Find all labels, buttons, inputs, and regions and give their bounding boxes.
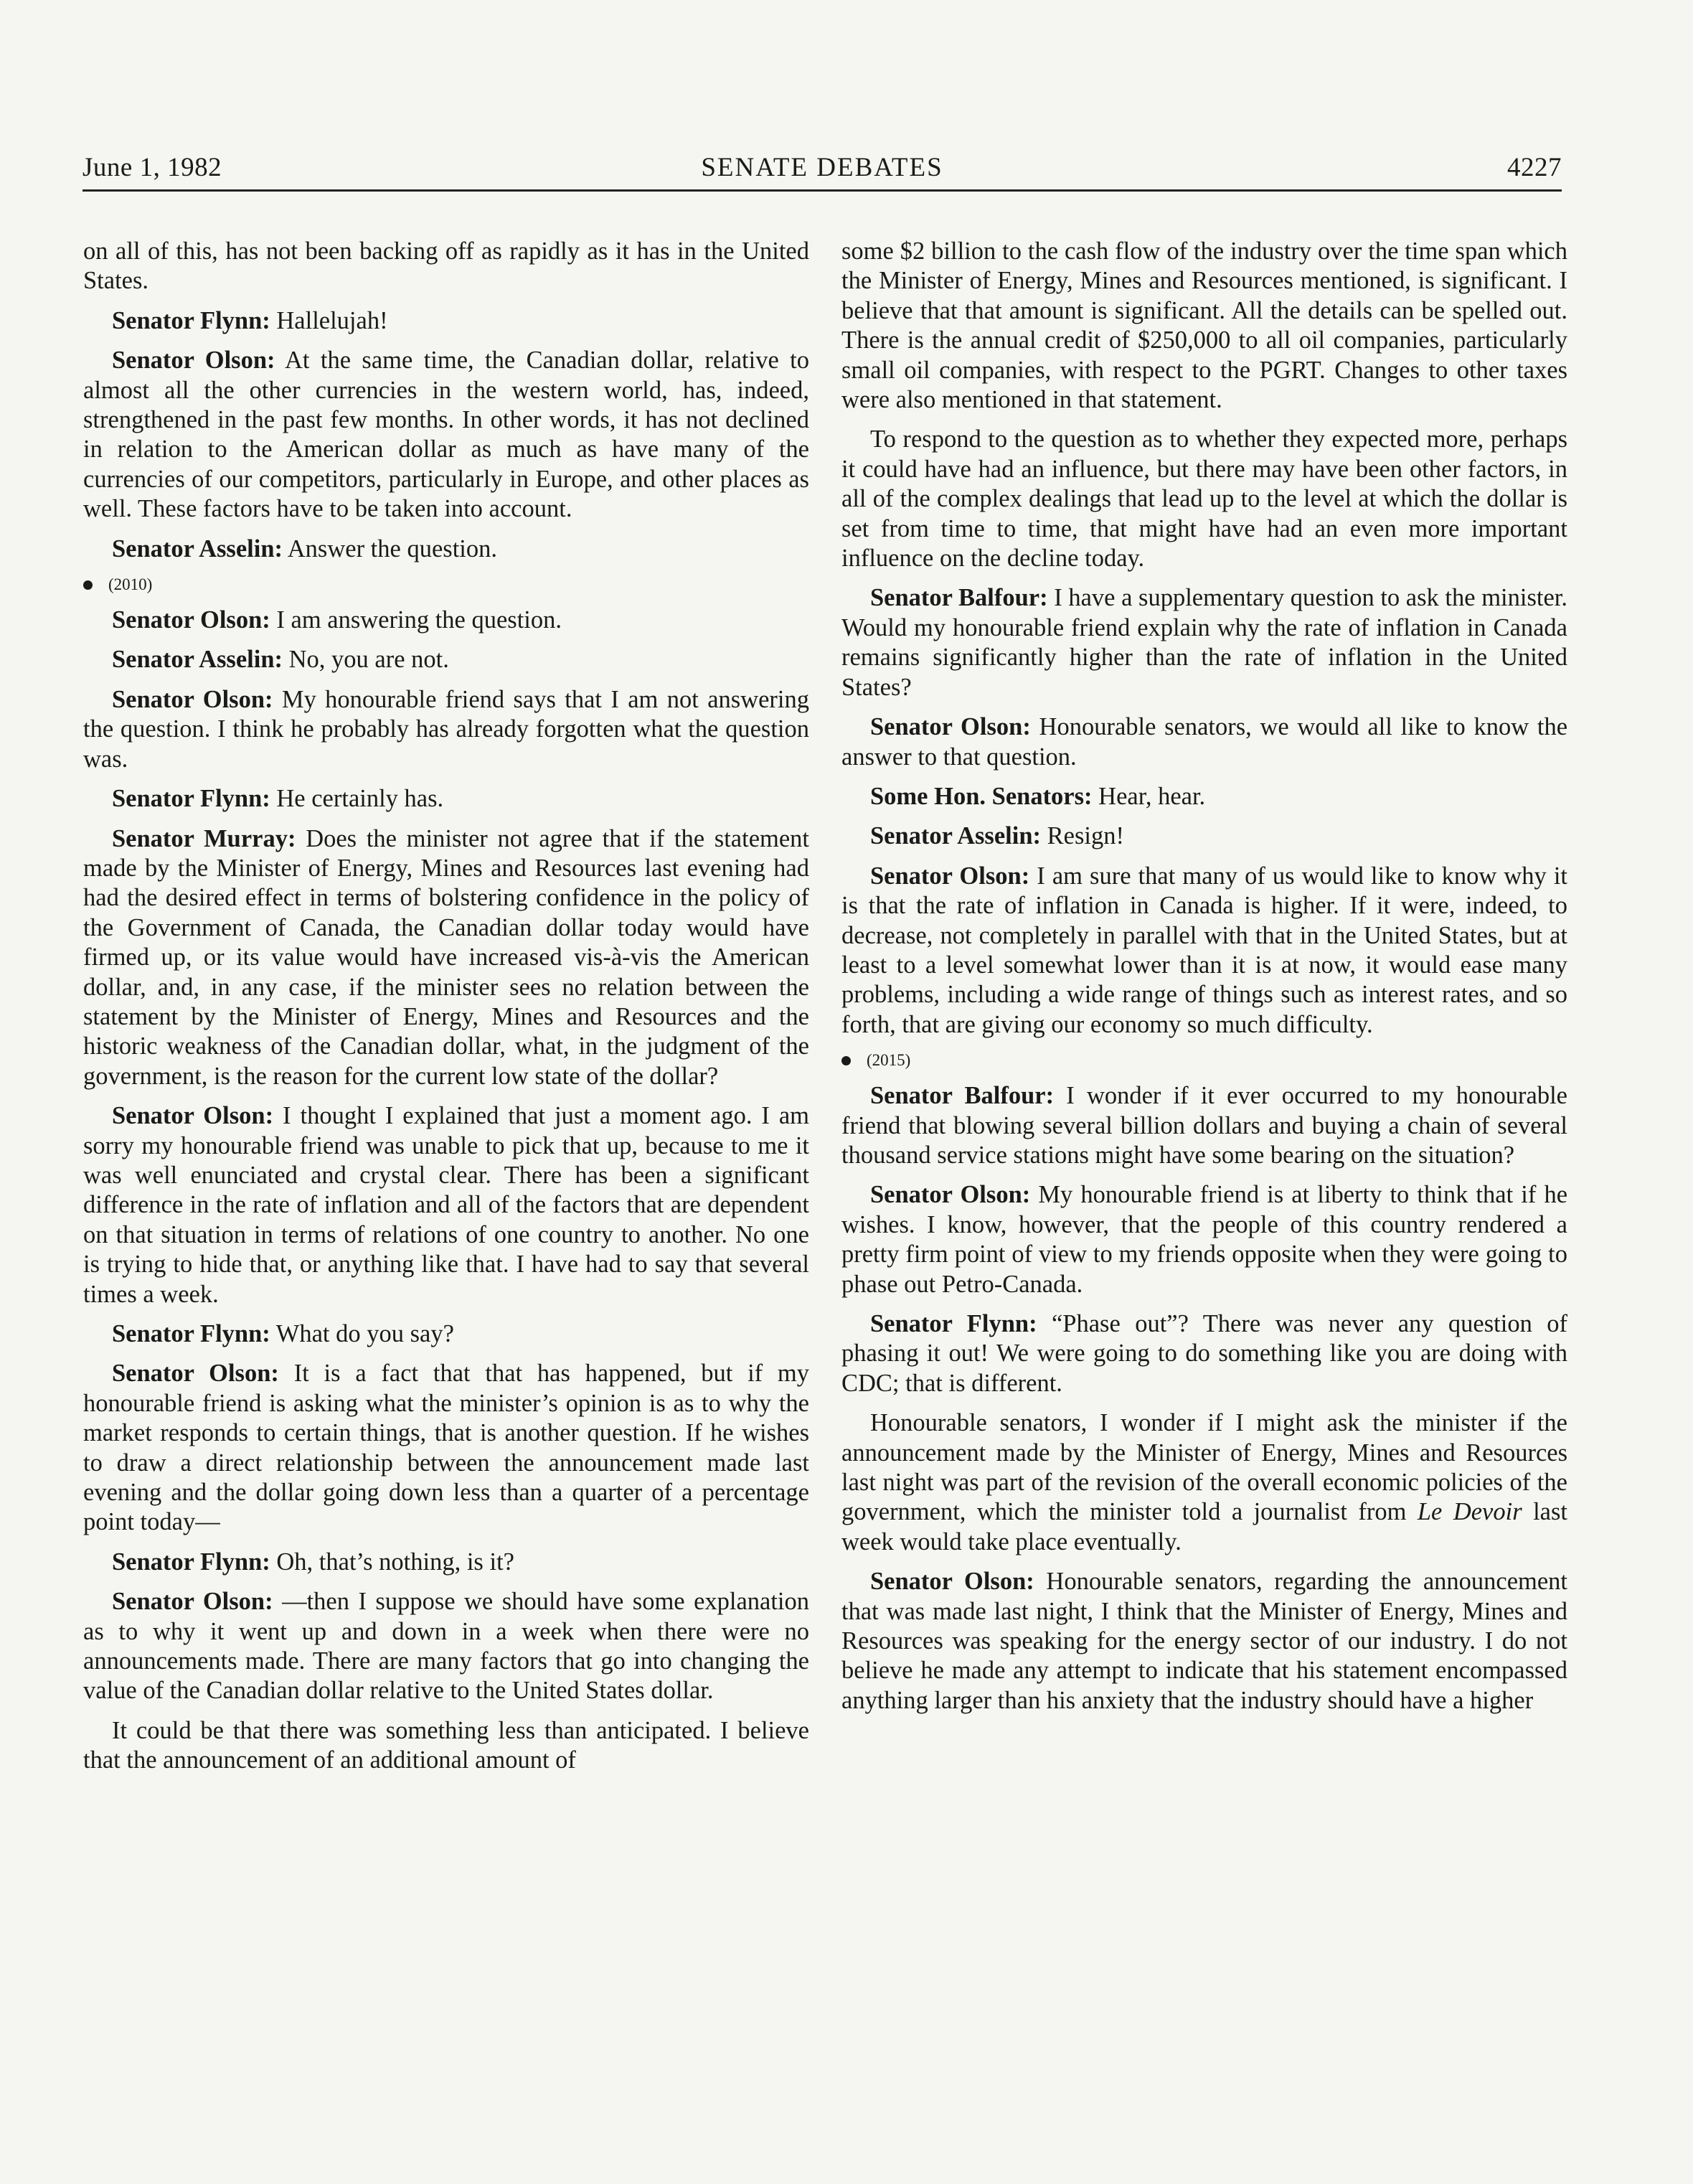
paragraph-text: He certainly has.: [276, 785, 444, 813]
paragraph: [83, 645, 809, 674]
paragraph-text: It is a fact that that has happened, but if my honourable friend is asking what the minister’s opinion is as to why the market responds to certain things, that is another question. If he wishes to draw a direct relationship between the announcement made last evening and the dollar going down less than a quarter of a percentage point today—: [83, 1360, 810, 1536]
paragraph: [83, 306, 809, 336]
paragraph: [83, 824, 809, 1092]
paragraph: [841, 1567, 1567, 1715]
paragraph-text: —then I suppose we should have some explanation as to why it went up and down in a week when there were no announcements made. There are many factors that go into changing the value of the Canadian dollar relative to the United States dollar.: [83, 1588, 810, 1705]
paragraph: [841, 1180, 1567, 1299]
publication-name: Le Devoir: [1417, 1498, 1522, 1526]
paragraph: [83, 1359, 809, 1537]
paragraph: [83, 606, 809, 635]
paragraph-text: Honourable senators, we would all like to know the answer to that question.: [841, 713, 1568, 771]
paragraph: [841, 1309, 1567, 1398]
speaker-name: Senator Olson:: [112, 347, 275, 375]
paragraph-text: Does the minister not agree that if the statement made by the Minister of Energy, Mines and Resources last evening had had the desired effect in terms of bolstering confidence in the policy of the Government of Canada, the Canadian dollar today would have firmed up, or its value would have increased vis-à-vis the American dollar, and, in any case, if the minister sees no relation between the statement by the Minister of Energy, Mines and Resources and the historic weakness of the Canadian dollar, what, in the judgment of the government, is the reason for the current low state of the dollar?: [83, 824, 810, 1090]
paragraph: [83, 1716, 809, 1776]
paragraph-text: I am answering the question.: [276, 606, 562, 634]
paragraph: [841, 1081, 1567, 1170]
paragraph: [841, 237, 1567, 415]
paragraph: [841, 1408, 1567, 1557]
paragraph-text: It could be that there was something less than anticipated. I believe that the announcement of an additional amount of: [83, 1716, 809, 1774]
paragraph: [83, 237, 809, 296]
speaker-name: Senator Asselin:: [870, 822, 1042, 850]
paragraph-text: I have a supplementary question to ask the minister. Would my honourable friend explain why the rate of inflation in Canada remains significantly higher than the rate of inflation in the United States?: [841, 584, 1567, 701]
speaker-name: Some Hon. Senators:: [870, 782, 1093, 810]
speaker-name: Senator Olson:: [112, 685, 273, 713]
paragraph-text: Resign!: [1047, 822, 1124, 850]
speaker-name: Senator Balfour:: [870, 1082, 1055, 1110]
time-marker-text: (2015): [867, 1051, 911, 1070]
paragraph-text: Honourable senators, regarding the announcement that was made last night, I think that the Minister of Energy, Mines and Resources was speaking for the energy sector of our industry. I do not believe he made any attempt to indicate that his statement encompassed anything larger than his anxiety that the industry should have a higher: [841, 1568, 1568, 1714]
paragraph: [83, 1548, 809, 1577]
speaker-name: Senator Balfour:: [870, 584, 1048, 612]
paragraph: [83, 1587, 809, 1706]
paragraph: [83, 685, 809, 774]
header-date: June 1, 1982: [82, 153, 222, 182]
speaker-name: Senator Flynn:: [112, 785, 270, 813]
speaker-name: Senator Olson:: [870, 1568, 1034, 1596]
header-page-number: 4227: [1507, 153, 1562, 182]
paragraph-text: some $2 billion to the cash flow of the industry over the time span which the Minister of Energy, Mines and Resources mentioned, is significant. I believe that that amount is significant. All the details can be spelled out. There is the annual credit of $250,000 to all oil companies, particularly small oil companies, with respect to the PGRT. Changes to other taxes were also mentioned in that statement.: [841, 237, 1567, 414]
paragraph-text: No, you are not.: [288, 646, 449, 674]
paragraph-text: Oh, that’s nothing, is it?: [276, 1548, 514, 1576]
paragraph-text: I wonder if it ever occurred to my honourable friend that blowing several billion dollars and buying a chain of several thousand service stations might have some bearing on the situation?: [841, 1082, 1567, 1169]
paragraph-text: My honourable friend says that I am not answering the question. I think he probably has already forgotten what the question was.: [83, 685, 810, 773]
speaker-name: Senator Asselin:: [112, 646, 283, 674]
speaker-name: Senator Olson:: [112, 606, 270, 634]
paragraph-text: My honourable friend is at liberty to think that if he wishes. I know, however, that the people of this country rendered a pretty firm point of view to my friends opposite when they were going to phase out Petro-Canada.: [841, 1181, 1568, 1298]
paragraph: [841, 862, 1567, 1040]
paragraph-text: “Phase out”? There was never any question of phasing it out! We were going to do something like you are doing with CDC; that is different.: [841, 1310, 1567, 1397]
paragraph-text-tail: last week would take place eventually.: [841, 1498, 1567, 1555]
left-column: [83, 237, 809, 1786]
paragraph: [83, 1319, 809, 1349]
paragraph: [841, 425, 1567, 573]
speaker-name: Senator Olson:: [112, 1102, 274, 1130]
bullet-icon: [841, 1056, 851, 1065]
header-title: SENATE DEBATES: [701, 153, 943, 182]
right-column: [841, 237, 1567, 1726]
paragraph: [83, 535, 809, 564]
paragraph-text: At the same time, the Canadian dollar, relative to almost all the other currencies in the western world, has, indeed, strengthened in the past few months. In other words, it has not declined in relation to the American dollar as much as have many of the currencies of our competitors, particularly in Europe, and other places as well. These factors have to be taken into account.: [83, 347, 809, 523]
page-header: [82, 152, 1562, 192]
speaker-name: Senator Olson:: [112, 1588, 273, 1616]
speaker-name: Senator Olson:: [870, 862, 1030, 890]
paragraph: [841, 583, 1567, 702]
speaker-name: Senator Olson:: [870, 1181, 1031, 1209]
paragraph-text: What do you say?: [275, 1320, 454, 1347]
speaker-name: Senator Flynn:: [112, 1548, 270, 1576]
speaker-name: Senator Olson:: [112, 1360, 279, 1388]
paragraph-text: I thought I explained that just a moment ago. I am sorry my honourable friend was unable to pick that up, because to me it was well enunciated and crystal clear. There has been a significant difference in the rate of inflation and all of the factors that are dependent on that situation in terms of relations of one country to another. No one is trying to hide that, or anything like that. I have had to say that several times a week.: [83, 1102, 810, 1308]
paragraph: [841, 712, 1567, 772]
speaker-name: Senator Asselin:: [112, 535, 283, 563]
time-marker: [841, 1050, 1567, 1071]
paragraph-text: on all of this, has not been backing off as rapidly as it has in the United States.: [83, 237, 809, 295]
time-marker: [83, 574, 809, 596]
speaker-name: Senator Flynn:: [870, 1310, 1037, 1337]
paragraph: [83, 1101, 809, 1309]
paragraph-text: Answer the question.: [287, 535, 497, 563]
paragraph-text: To respond to the question as to whether they expected more, perhaps it could have had an influence, but there may have been other factors, in all of the complex dealings that lead up to the level at which the dollar is set from time to time, that might have had an even more important influence on the decline today.: [841, 425, 1567, 573]
paragraph-text: Hallelujah!: [276, 306, 388, 334]
paragraph: [841, 822, 1567, 851]
speaker-name: Senator Flynn:: [112, 1320, 270, 1347]
speaker-name: Senator Flynn:: [112, 306, 270, 334]
speaker-name: Senator Murray:: [112, 824, 296, 852]
paragraph-text: I am sure that many of us would like to know why it is that the rate of inflation in Canada is higher. If it were, indeed, to decrease, not completely in parallel with that in the United States, but at least to a level somewhat lower than it is at now, it would ease many problems, including a wide range of things such as interest rates, and so forth, that are giving our economy so much difficulty.: [841, 862, 1567, 1038]
paragraph: [83, 784, 809, 814]
speaker-name: Senator Olson:: [870, 713, 1031, 741]
paragraph: [841, 782, 1567, 811]
bullet-icon: [83, 580, 93, 590]
time-marker-text: (2010): [108, 575, 153, 594]
paragraph-text: Honourable senators, I wonder if I might ask the minister if the announcement made by the Minister of Energy, Mines and Resources last night was part of the revision of the overall economic policies of the government, which the minister told a journalist from: [841, 1409, 1567, 1526]
paragraph-text: Hear, hear.: [1098, 782, 1206, 810]
paragraph: [83, 346, 809, 524]
